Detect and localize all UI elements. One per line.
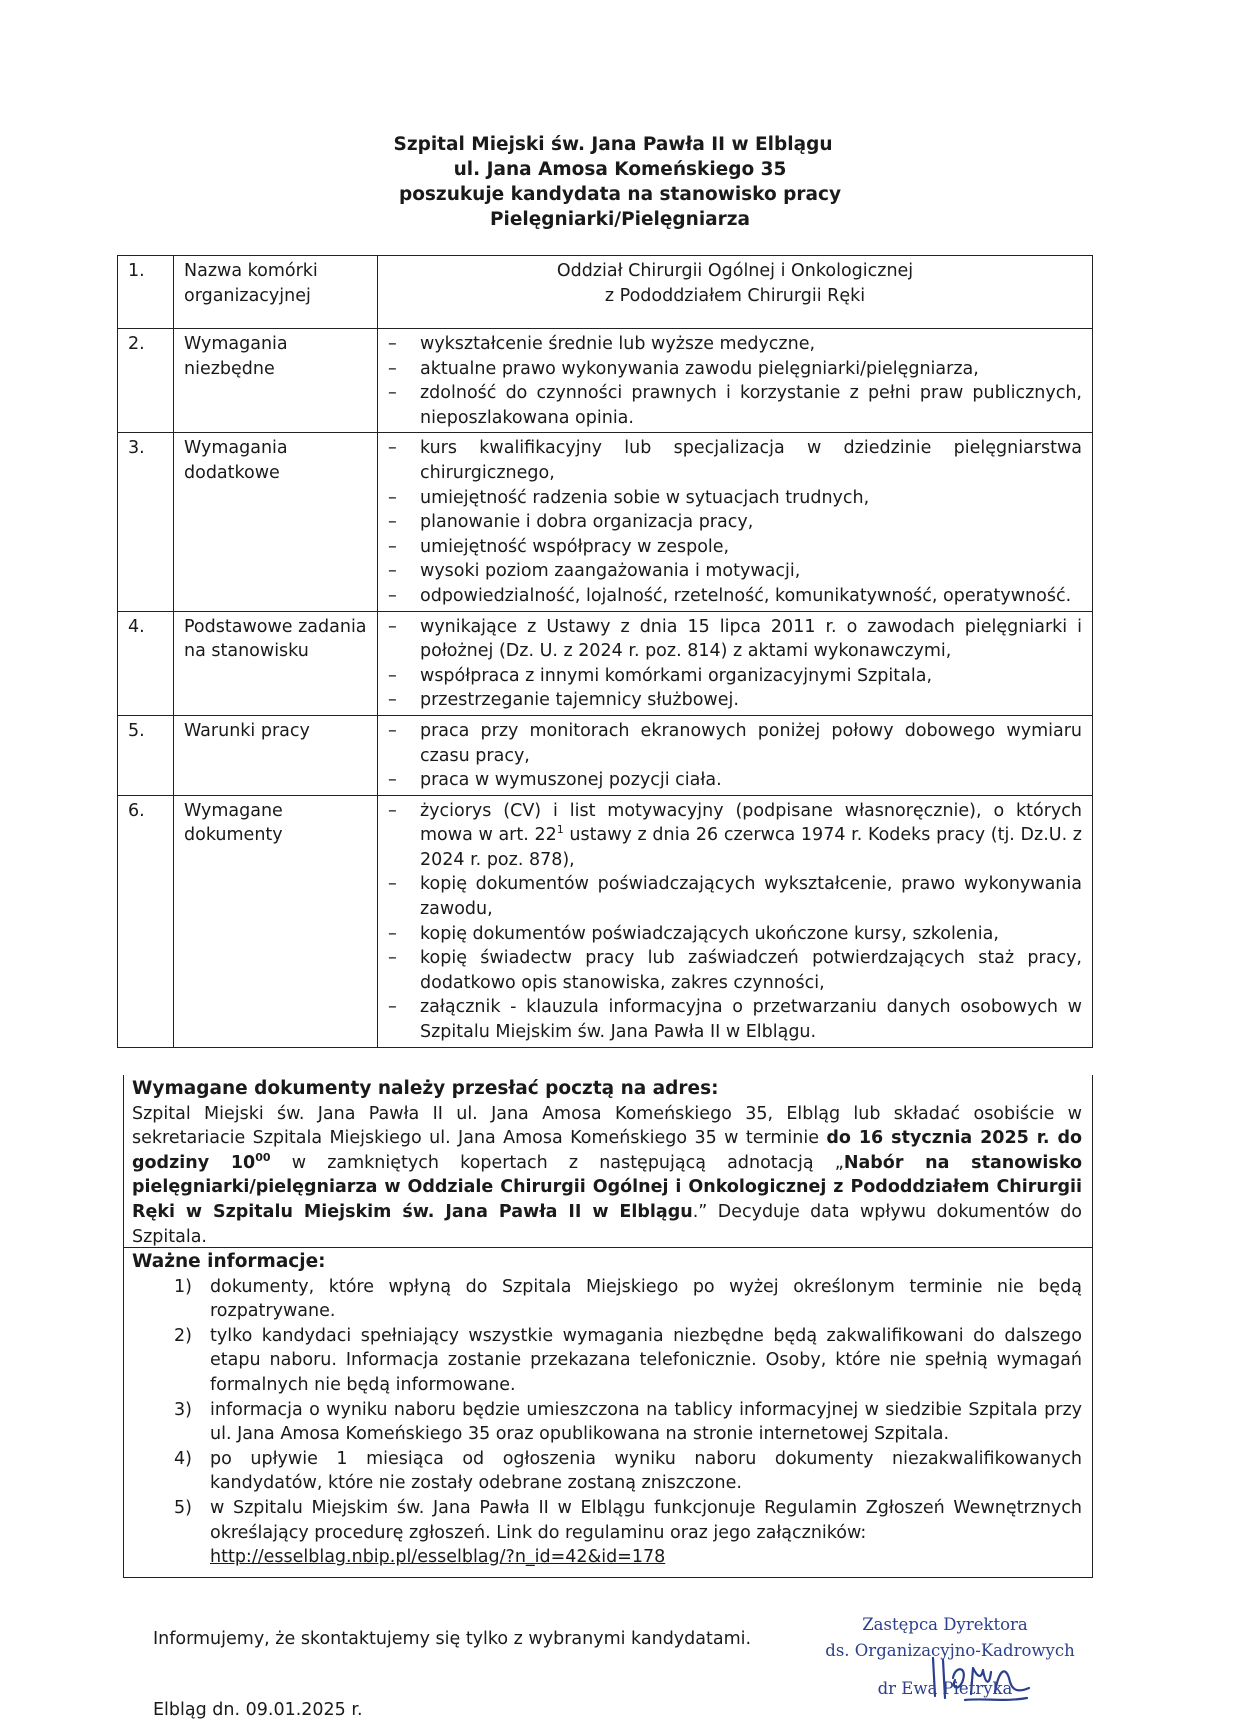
document-date: Elbląg dn. 09.01.2025 r.	[153, 1700, 363, 1720]
row-number: 4.	[118, 611, 174, 715]
row-content	[378, 611, 1093, 715]
table-row	[118, 611, 1093, 715]
row-number: 2.	[118, 329, 174, 433]
row-number: 6.	[118, 795, 174, 1047]
row-label: Wymagania niezbędne	[174, 329, 378, 433]
table-row	[118, 256, 1093, 329]
hospital-address: ul. Jana Amosa Komeńskiego 35	[453, 159, 787, 180]
stamp-title: Zastępca Dyrektora	[862, 1615, 1028, 1634]
list-item: – kopię dokumentów poświadczających ukończone kursy, szkolenia,	[388, 922, 1082, 947]
row-number: 5.	[118, 715, 174, 795]
list-item: 3) informacja o wyniku naboru będzie umieszczona na tablicy informacyjnej w siedzibie Szpitala przy ul. Jana Amosa Komeńskiego 35 oraz opublikowana na stronie internetowej Szpitala.	[174, 1399, 1082, 1445]
list-item: – zdolność do czynności prawnych i korzystanie z pełni praw publicznych, nieposzlakowana opinia.	[388, 381, 1082, 430]
list-item: 2) tylko kandydaci spełniający wszystkie wymagania niezbędne będą zakwalifikowani do dalszego etapu naboru. Informacja zostanie przekazana telefonicznie. Osoby, które nie spełnią wymagań formalnych nie będą informowane.	[174, 1325, 1082, 1395]
table-row	[118, 715, 1093, 795]
list-item: – praca w wymuszonej pozycji ciała.	[388, 768, 1082, 793]
submission-title: Wymagane dokumenty należy przesłać pocztą na adres:	[132, 1078, 719, 1099]
row-content	[378, 795, 1093, 1047]
row-label: Warunki pracy	[174, 715, 378, 795]
article-superscript: 1	[556, 823, 564, 837]
list-item: – kurs kwalifikacyjny lub specjalizacja w dziedzinie pielęgniarstwa chirurgicznego,	[388, 436, 1082, 485]
list-item: – wynikające z Ustawy z dnia 15 lipca 2011 r. o zawodach pielęgniarki i położnej (Dz. U. z 2024 r. poz. 814) z aktami wykonawczymi,	[388, 615, 1082, 664]
list-item: – współpraca z innymi komórkami organizacyjnymi Szpitala,	[388, 664, 1082, 689]
envelope-annotation: Nabór na stanowisko pielęgniarki/pielęgniarza w Oddziale Chirurgii Ogólnej i Onkologicznej z Pododdziałem Chirurgii Ręki w Szpitalu Miejskim św. Jana Pawła II w Elblągu	[132, 1152, 1083, 1222]
requirements-table	[117, 255, 1093, 1048]
row-label: Nazwa komórki organizacyjnej	[174, 256, 378, 329]
row-content	[378, 329, 1093, 433]
list-item: – odpowiedzialność, lojalność, rzetelność, komunikatywność, operatywność.	[388, 584, 1082, 609]
list-item: – przestrzeganie tajemnicy służbowej.	[388, 688, 1082, 713]
deadline-text: do 16 stycznia 2025 r. do godziny 10	[132, 1128, 1083, 1173]
list-item: 4) po upływie 1 miesiąca od ogłoszenia wyniku naboru dokumenty niezakwalifikowanych kandydatów, które nie zostały odebrane zostaną zniszczone.	[174, 1448, 1082, 1494]
submission-instructions	[123, 1075, 1093, 1248]
table-row	[118, 329, 1093, 433]
department-name: Oddział Chirurgii Ogólnej i Onkologicznej	[556, 261, 914, 281]
deadline-minutes: 00	[255, 1150, 271, 1164]
row-content	[378, 433, 1093, 611]
list-item: – umiejętność współpracy w zespole,	[388, 535, 1082, 560]
row-content	[378, 256, 1093, 329]
document-header	[0, 132, 1240, 232]
list-item: – kopię świadectw pracy lub zaświadczeń potwierdzających staż pracy, dodatkowo opis stanowiska, zakres czynności,	[388, 946, 1082, 995]
important-list	[132, 1275, 1082, 1570]
envelope-instruction: w zamkniętych kopertach z następującą adnotacją „	[270, 1152, 844, 1173]
list-item: 1) dokumenty, które wpłyną do Szpitala Miejskiego po wyżej określonym terminie nie będą rozpatrywane.	[174, 1276, 1082, 1322]
list-item: 5) w Szpitalu Miejskim św. Jana Pawła II w Elblągu funkcjonuje Regulamin Zgłoszeń Wewnętrznych określający procedurę zgłoszeń. Link do regulaminu oraz jego załączników: http://esselblag.nbip.pl/esselblag/?n_id=42&id=178	[174, 1497, 1082, 1568]
stamp-department: ds. Organizacyjno-Kadrowych	[825, 1641, 1075, 1660]
contact-note: Informujemy, że skontaktujemy się tylko z wybranymi kandydatami.	[153, 1629, 752, 1649]
submission-address: Szpital Miejski św. Jana Pawła II ul. Jana Amosa Komeńskiego 35, Elbląg lub składać osobiście w sekretariacie Szpitala Miejskiego ul. Jana Amosa Komeńskiego 35 w terminie	[132, 1103, 1082, 1149]
sub-department-name: z Pododdziałem Chirurgii Ręki	[604, 285, 866, 306]
list-item: – kopię dokumentów poświadczających wykształcenie, prawo wykonywania zawodu,	[388, 872, 1082, 921]
table-row	[118, 433, 1093, 611]
row-number: 3.	[118, 433, 174, 611]
stamp-name: dr Ewa Pietryka	[877, 1679, 1013, 1698]
row-number: 1.	[118, 256, 174, 329]
list-item: – załącznik - klauzula informacyjna o przetwarzaniu danych osobowych w Szpitalu Miejskim św. Jana Pawła II w Elblągu.	[388, 995, 1082, 1044]
row-label: Wymagane dokumenty	[174, 795, 378, 1047]
job-offer-intro: poszukuje kandydata na stanowisko pracy	[398, 184, 842, 205]
list-item: – aktualne prawo wykonywania zawodu pielęgniarki/pielęgniarza,	[388, 357, 1082, 382]
important-title: Ważne informacje:	[132, 1251, 326, 1272]
table-row	[118, 795, 1093, 1047]
important-information	[123, 1248, 1093, 1578]
hospital-name: Szpital Miejski św. Jana Pawła II w Elblągu	[393, 134, 833, 155]
list-item: – umiejętność radzenia sobie w sytuacjach trudnych,	[388, 486, 1082, 511]
list-item	[388, 799, 1082, 873]
cv-requirement-text-cont: ustawy z dnia 26 czerwca 1974 r. Kodeks pracy (tj. Dz.U. z 2024 r. poz. 878),	[420, 825, 1082, 870]
list-item: – wykształcenie średnie lub wyższe medyczne,	[388, 332, 1082, 357]
handwritten-signature	[925, 1648, 1035, 1708]
regulations-link[interactable]: http://esselblag.nbip.pl/esselblag/?n_id=42&id=178	[210, 1547, 666, 1568]
row-content	[378, 715, 1093, 795]
job-position-title: Pielęgniarki/Pielęgniarza	[489, 209, 751, 230]
list-item: – wysoki poziom zaangażowania i motywacji,	[388, 559, 1082, 584]
row-label: Wymagania dodatkowe	[174, 433, 378, 611]
row-label: Podstawowe zadania na stanowisku	[174, 611, 378, 715]
list-item: – planowanie i dobra organizacja pracy,	[388, 510, 1082, 535]
cv-requirement-text: życiorys (CV) i list motywacyjny (podpisane własnoręcznie), o których mowa w art. 22	[420, 800, 1082, 846]
receipt-date-note: .” Decyduje data wpływu dokumentów do Szpitala.	[132, 1201, 1083, 1247]
list-item: – praca przy monitorach ekranowych poniżej połowy dobowego wymiaru czasu pracy,	[388, 719, 1082, 768]
